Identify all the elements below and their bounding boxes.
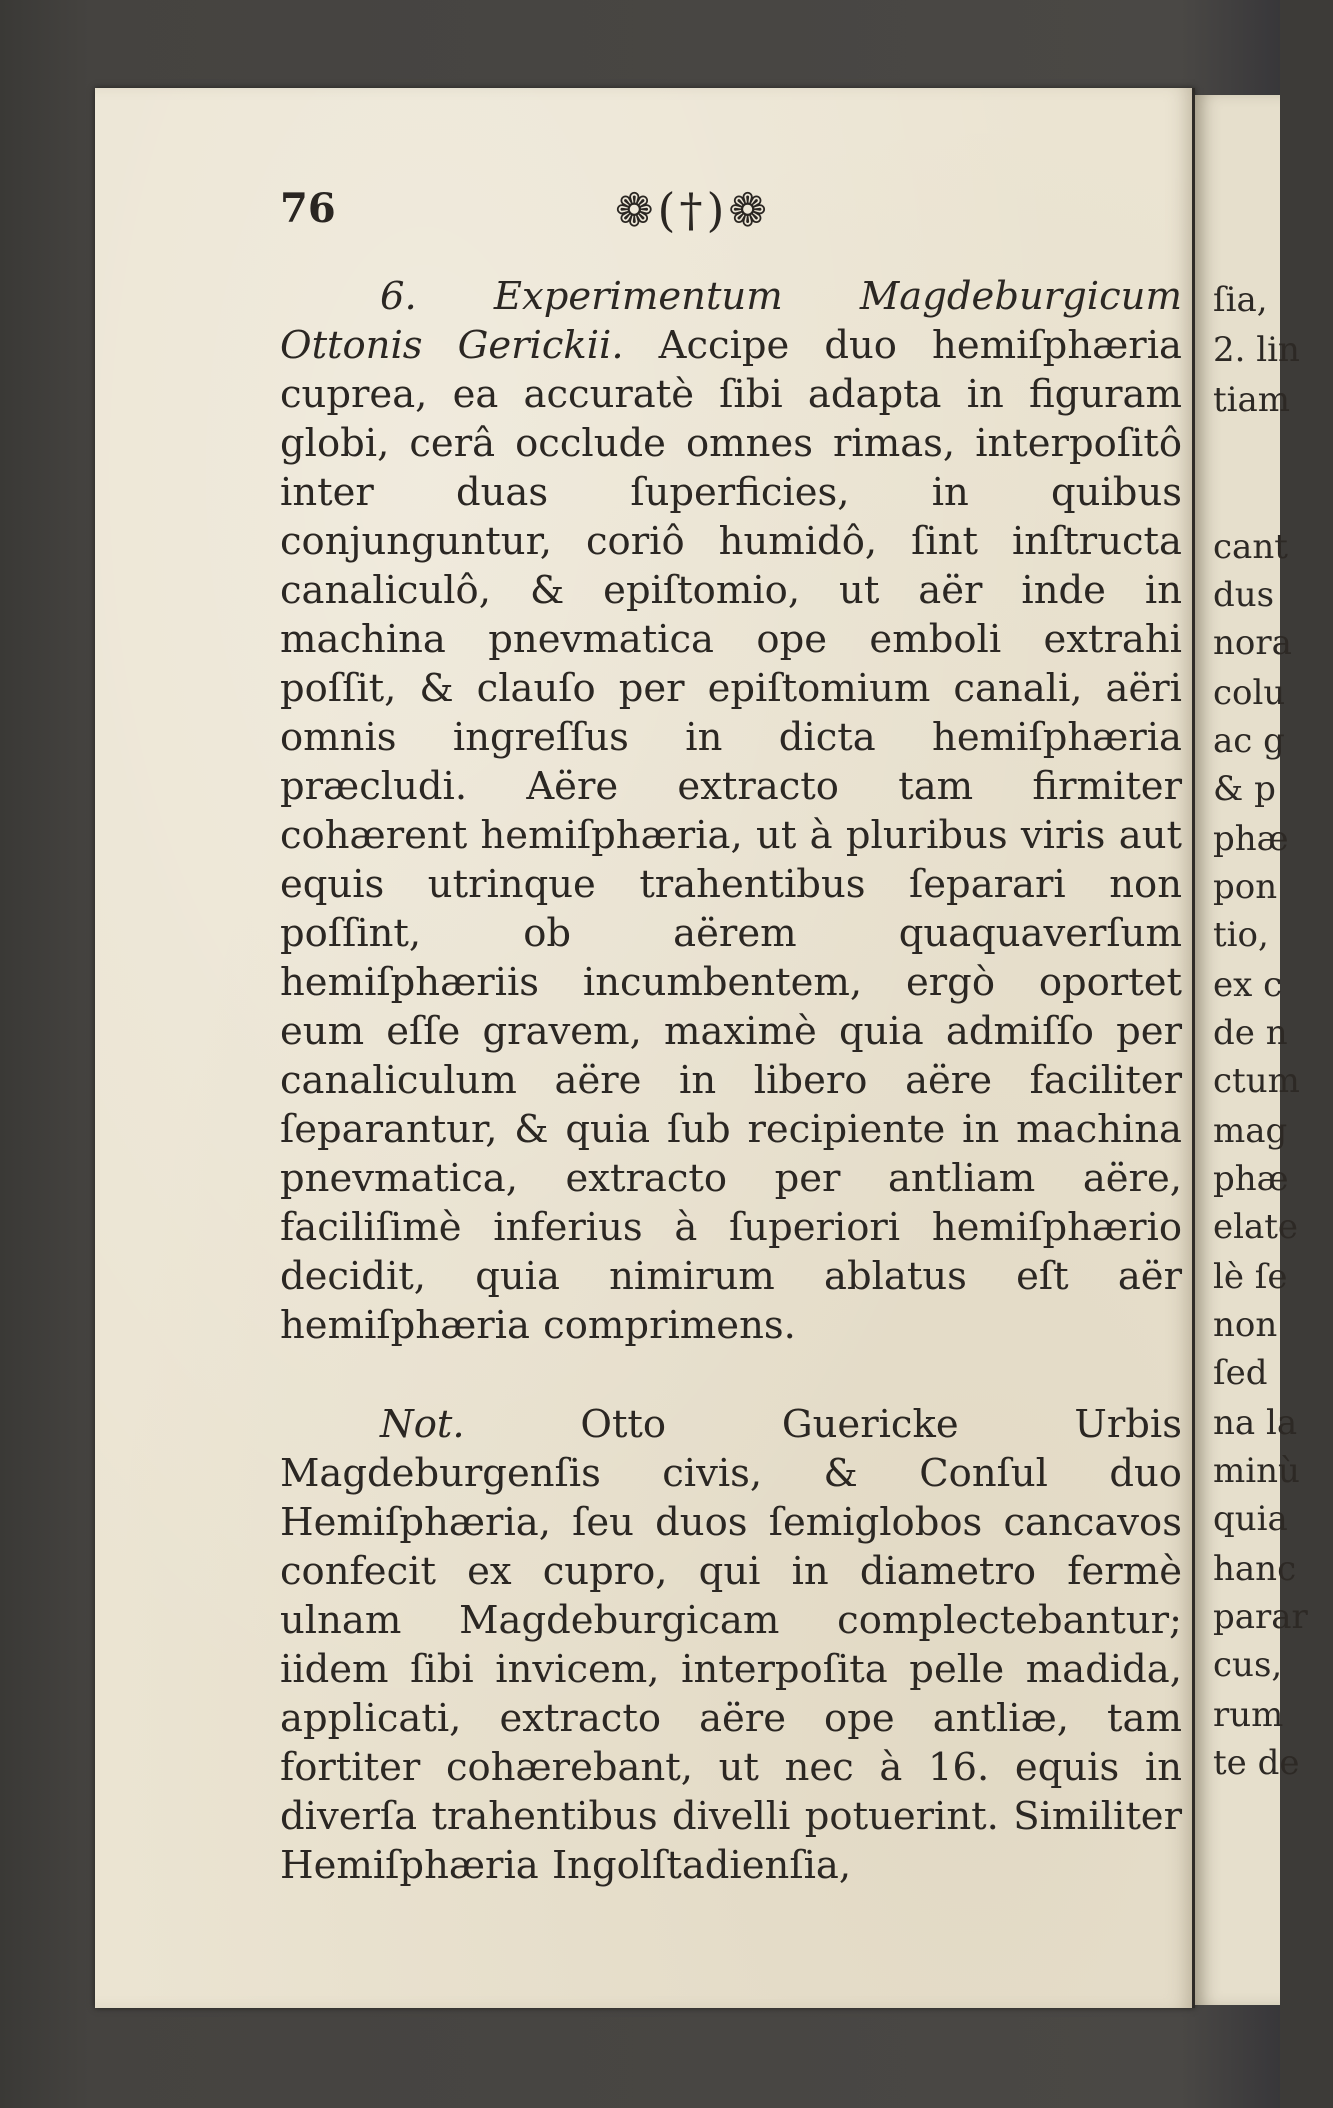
facing-page-edge — [1195, 95, 1308, 2005]
section-title: Experimentum Magdeburgicum Ottonis Gerickii. — [280, 274, 1182, 368]
facing-line: tio, — [1213, 915, 1269, 955]
facing-line: dus — [1213, 575, 1275, 615]
facing-line: ac g — [1213, 721, 1285, 761]
experiment-paragraph — [280, 272, 1182, 1350]
facing-line: na la — [1213, 1403, 1298, 1443]
facing-line: 2. lin — [1213, 330, 1300, 370]
section-body: Accipe duo hemiſphæria cuprea, ea accuratè ſibi adapta in figuram globi, cerâ occlude omnes rimas, interpoſitô inter duas ſuperficies, in quibus conjunguntur, coriô humidô, ſint inſtructa canaliculô, & epiſtomio, ut aër inde in machina pnevmatica ope emboli extrahi poſſit, & clauſo per epiſtomium canali, aëri omnis ingreſſus in dicta hemiſphæria præcludi. Aëre extracto tam firmiter cohærent hemiſphæria, ut à pluribus viris aut equis utrinque trahentibus ſeparari non poſſint, ob aërem quaquaverſum hemiſphæriis incumbentem, ergò oportet eum eſſe gravem, maximè quia admiſſo per canaliculum aëre in libero aëre faciliter ſeparantur, & quia ſub recipiente in machina pnevmatica, extracto per antliam aëre, faciliſimè inferius à ſuperiori hemiſphærio decidit, quia nimirum ablatus eſt aër hemiſphæria comprimens. — [280, 323, 1182, 1348]
facing-line: pon — [1213, 867, 1278, 907]
facing-line: ſia, — [1213, 280, 1268, 320]
note-paragraph — [280, 1400, 1182, 1890]
facing-line: te de — [1213, 1743, 1300, 1783]
facing-line: & p — [1213, 769, 1276, 809]
facing-line: ſed — [1213, 1353, 1268, 1393]
facing-line: non — [1213, 1305, 1278, 1345]
header-ornament: ❁(†)❁ — [615, 183, 771, 237]
page-header — [280, 185, 1180, 245]
facing-line: ex c — [1213, 965, 1283, 1005]
facing-line: cant — [1213, 527, 1288, 567]
note-label: Not. — [380, 1402, 465, 1447]
facing-line: lè ſe — [1213, 1257, 1288, 1297]
facing-line: quia — [1213, 1499, 1288, 1539]
facing-line: de n — [1213, 1013, 1288, 1053]
main-text — [280, 272, 1182, 1890]
facing-line: hanc — [1213, 1549, 1297, 1589]
facing-line: elate — [1213, 1207, 1299, 1247]
facing-line: mag — [1213, 1111, 1288, 1151]
note-body: Otto Guericke Urbis Magdeburgenſis civis, & Conſul duo Hemiſphæria, ſeu duos ſemiglobos cancavos confecit ex cupro, qui in diametro fermè ulnam Magdeburgicam complectebantur; iidem ſibi invicem, interpoſita pelle madida, applicati, extracto aëre ope antliæ, tam fortiter cohærebant, ut nec à 16. equis in diverſa trahentibus divelli potuerint. Similiter Hemiſphæria Ingolſtadienſia, — [280, 1402, 1182, 1888]
facing-line: tiam — [1213, 380, 1291, 420]
facing-line: nora — [1213, 623, 1292, 663]
page-number: 76 — [280, 185, 336, 232]
facing-line: phæ — [1213, 819, 1289, 859]
facing-line: rum — [1213, 1695, 1284, 1735]
facing-line: ctum — [1213, 1061, 1300, 1101]
facing-line: minù — [1213, 1451, 1300, 1491]
section-number: 6. — [380, 274, 417, 319]
facing-line: colu — [1213, 673, 1286, 713]
facing-line: parar — [1213, 1597, 1308, 1637]
facing-line: phæ — [1213, 1159, 1289, 1199]
facing-line: cus, — [1213, 1645, 1283, 1685]
